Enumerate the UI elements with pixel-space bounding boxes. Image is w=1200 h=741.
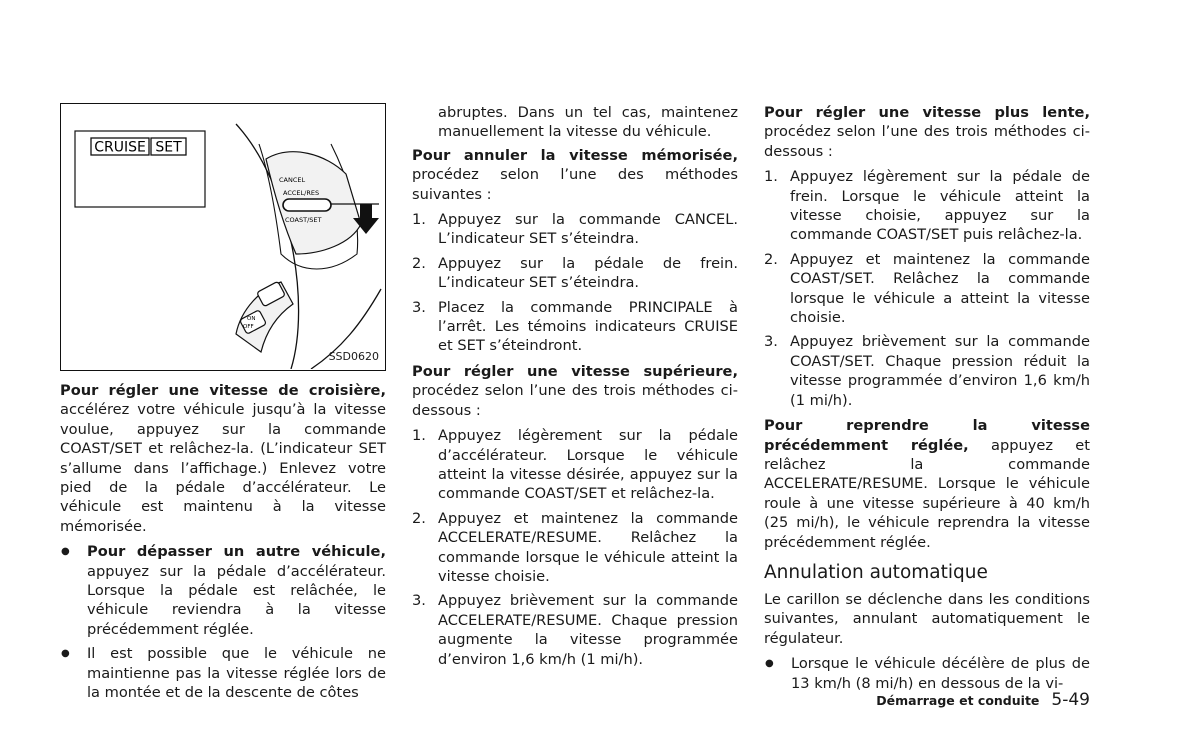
- step-number: 2.: [412, 254, 426, 272]
- step-text: Appuyez et maintenez la commande COAST/SET. Relâchez la commande lorsque le véhicule a atteint la vitesse choisie.: [790, 250, 1090, 327]
- list-item: [764, 250, 1090, 328]
- cancel-button-label: CANCEL: [279, 176, 306, 184]
- accel-button-label: ACCEL/RES: [283, 189, 320, 197]
- page-number: 5-49: [1051, 690, 1090, 710]
- column-3: [764, 103, 1090, 698]
- set-speed-paragraph: [60, 381, 386, 536]
- resume-heading: Pour reprendre la vitesse précédemment réglée,: [764, 417, 1090, 454]
- step-text: Appuyez sur la commande CANCEL. L’indicateur SET s’éteindra.: [438, 211, 738, 248]
- figure-code: SSD0620: [328, 349, 379, 363]
- step-number: 2.: [412, 509, 426, 527]
- step-text: Appuyez légèrement sur la pédale de frein. Lorsque le véhicule atteint la vitesse choisie, appuyez sur la commande COAST/SET puis relâchez-la.: [790, 168, 1090, 244]
- bullet-item: [60, 542, 386, 639]
- decrease-paragraph: [764, 103, 1090, 161]
- cancel-intro: procédez selon l’une des méthodes suivantes :: [412, 166, 738, 203]
- set-speed-heading: Pour régler une vitesse de croisière,: [60, 382, 386, 399]
- list-item: [764, 167, 1090, 245]
- list-item: [764, 332, 1090, 410]
- column-1: [60, 103, 386, 708]
- passing-text: appuyez sur la pédale d’accélérateur. Lorsque la pédale est relâchée, le véhicule reviendra à la vitesse précédemment réglée.: [87, 562, 386, 638]
- bullet-item: [764, 654, 1090, 693]
- continued-text: abruptes. Dans un tel cas, maintenez manuellement la vitesse du véhicule.: [438, 104, 738, 141]
- passing-bullet-list: [60, 542, 386, 702]
- coast-set-button-label: COAST/SET: [285, 216, 322, 224]
- list-item: [412, 254, 738, 293]
- increase-heading: Pour régler une vitesse supérieure,: [412, 362, 738, 380]
- step-number: 1.: [412, 211, 426, 229]
- step-number: 3.: [764, 333, 778, 351]
- cancel-paragraph: [412, 146, 738, 204]
- step-number: 1.: [764, 168, 778, 186]
- off-label: OFF: [243, 324, 254, 330]
- step-text: Appuyez légèrement sur la pédale d’accélérateur. Lorsque le véhicule atteint la vitesse désirée, appuyez sur la commande COAST/SET et relâchez-la.: [438, 427, 738, 503]
- decelerate-text: Lorsque le véhicule décélère de plus de 13 km/h (8 mi/h) en dessous de la vi-: [791, 655, 1090, 692]
- step-text: Placez la commande PRINCIPALE à l’arrêt. Les témoins indicateurs CRUISE et SET s’éteindront.: [438, 298, 738, 355]
- page-footer: [876, 690, 1090, 710]
- step-number: 2.: [764, 250, 778, 268]
- cancel-heading: Pour annuler la vitesse mémorisée,: [412, 146, 738, 164]
- list-item: [412, 298, 738, 356]
- decrease-intro: procédez selon l’une des trois méthodes ci-dessous :: [764, 123, 1090, 160]
- list-item: [412, 509, 738, 587]
- increase-steps: [412, 426, 738, 669]
- set-indicator-text: SET: [155, 139, 182, 156]
- section-heading: Annulation automatique: [764, 561, 988, 583]
- decrease-steps: [764, 167, 1090, 410]
- cruise-control-figure: [60, 103, 386, 371]
- section-title: Démarrage et conduite: [876, 693, 1040, 708]
- step-number: 3.: [412, 592, 426, 610]
- step-text: Appuyez brièvement sur la commande COAST/SET. Chaque pression réduit la vitesse programmée d’environ 1,6 km/h (1 mi/h).: [790, 333, 1090, 409]
- decrease-heading: Pour régler une vitesse plus lente,: [764, 104, 1090, 121]
- list-item: [412, 591, 738, 669]
- list-item: [412, 426, 738, 504]
- auto-cancel-paragraph: Le carillon se déclenche dans les conditions suivantes, annulant automatiquement le régulateur.: [764, 590, 1090, 647]
- column-2: [412, 103, 738, 675]
- cancel-steps: [412, 210, 738, 356]
- bullet-item: [60, 644, 386, 702]
- step-text: Appuyez sur la pédale de frein. L’indicateur SET s’éteindra.: [438, 254, 738, 292]
- increase-intro: procédez selon l’une des trois méthodes ci-dessous :: [412, 382, 738, 419]
- set-speed-text: accélérez votre véhicule jusqu’à la vitesse voulue, appuyez sur la commande COAST/SET et relâchez-la. (L’indicateur SET s’allume dans l’affichage.) Enlevez votre pied de la pédale d’accélérateur. Le véhicule est maintenu à la vitesse mémorisée.: [60, 401, 386, 535]
- hills-text: Il est possible que le véhicule ne maintienne pas la vitesse réglée lors de la montée et de la descente de côtes: [87, 645, 386, 702]
- step-text: Appuyez brièvement sur la commande ACCELERATE/RESUME. Chaque pression augmente la vitesse programmée d’environ 1,6 km/h (1 mi/h).: [438, 592, 738, 668]
- auto-cancel-bullets: [764, 654, 1090, 693]
- resume-text: appuyez et relâchez la commande ACCELERATE/RESUME. Lorsque le véhicule roule à une vitesse supérieure à 40 km/h (25 mi/h), le véhicule reprendra la vitesse précédemment réglée.: [764, 436, 1090, 551]
- cruise-indicator-text: CRUISE: [94, 139, 146, 156]
- steering-wheel-switch-illustration: [61, 104, 384, 369]
- passing-heading: Pour dépasser un autre véhicule,: [87, 543, 386, 561]
- step-number: 1.: [412, 427, 426, 445]
- step-number: 3.: [412, 298, 426, 316]
- step-text: Appuyez et maintenez la commande ACCELERATE/RESUME. Relâchez la commande lorsque le véhicule atteint la vitesse choisie.: [438, 509, 738, 585]
- increase-paragraph: [412, 362, 738, 420]
- list-item: [412, 210, 738, 249]
- on-label: ON: [247, 316, 256, 322]
- resume-paragraph: [764, 416, 1090, 552]
- coast-set-button: [283, 199, 331, 211]
